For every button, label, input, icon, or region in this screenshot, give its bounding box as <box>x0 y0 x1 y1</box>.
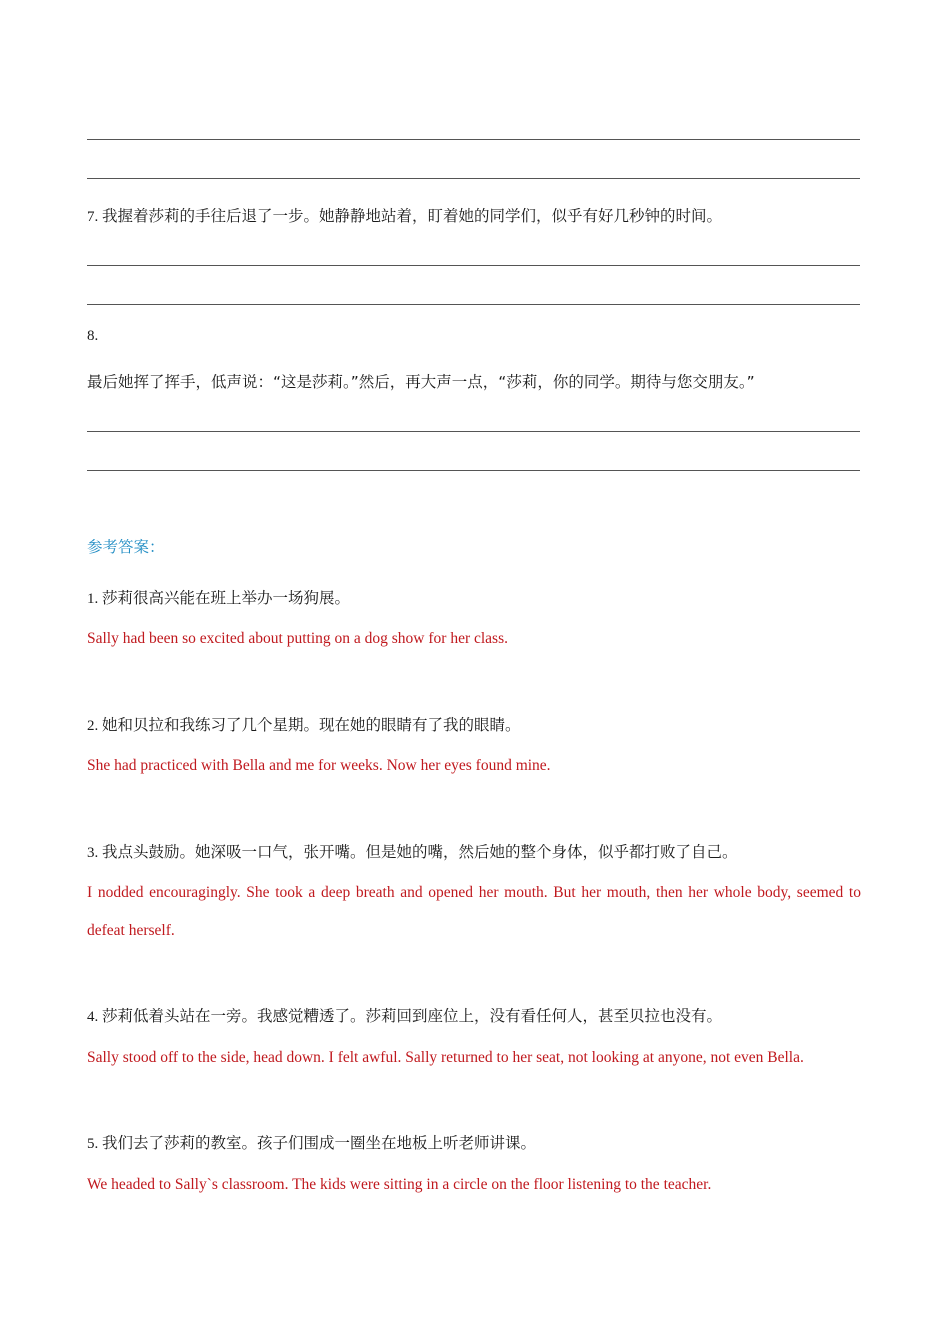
question-7 <box>87 205 722 228</box>
answer-number: 5. <box>87 1136 102 1152</box>
question-number: 8. <box>87 328 99 344</box>
answer-item-chinese <box>87 714 521 737</box>
answer-line <box>87 470 860 471</box>
answer-english-text: We headed to Sally`s classroom. The kids were sitting in a circle on the floor listening to the teacher. <box>87 1176 712 1193</box>
answer-line <box>87 178 860 179</box>
answer-chinese-text: 莎莉低着头站在一旁。我感觉糟透了。莎莉回到座位上，没有看任何人，甚至贝拉也没有。 <box>102 1007 723 1025</box>
answer-english-text: Sally had been so excited about putting on a dog show for her class. <box>87 630 508 647</box>
answer-number: 1. <box>87 591 102 607</box>
answers-heading: 参考答案： <box>87 538 165 556</box>
answer-item-chinese <box>87 1132 536 1155</box>
answer-english-text: I nodded encouragingly. She took a deep breath and opened her mouth. But her mouth, then her whole body, seemed to defeat herself. <box>87 884 861 939</box>
answer-chinese-text: 她和贝拉和我练习了几个星期。现在她的眼睛有了我的眼睛。 <box>102 716 521 734</box>
answer-line <box>87 265 860 266</box>
answer-chinese-text: 莎莉很高兴能在班上举办一场狗展。 <box>102 589 351 607</box>
answer-number: 2. <box>87 718 102 734</box>
question-number: 7. <box>87 209 102 225</box>
answer-line <box>87 304 860 305</box>
answer-line <box>87 431 860 432</box>
answer-english-text: She had practiced with Bella and me for weeks. Now her eyes found mine. <box>87 757 551 774</box>
answer-item-chinese <box>87 1005 722 1028</box>
question-text: 我握着莎莉的手往后退了一步。她静静地站着，盯着她的同学们，似乎有好几秒钟的时间。 <box>102 207 723 225</box>
answer-item-chinese <box>87 587 350 610</box>
answer-number: 3. <box>87 845 102 861</box>
answer-chinese-text: 我们去了莎莉的教室。孩子们围成一圈坐在地板上听老师讲课。 <box>102 1134 537 1152</box>
answer-english-text: Sally stood off to the side, head down. I felt awful. Sally returned to her seat, not looking at anyone, not even Bella. <box>87 1049 804 1066</box>
answer-number: 4. <box>87 1009 102 1025</box>
answer-line <box>87 139 860 140</box>
answer-chinese-text: 我点头鼓励。她深吸一口气，张开嘴。但是她的嘴，然后她的整个身体，似乎都打败了自己。 <box>102 843 738 861</box>
question-text: 最后她挥了挥手，低声说：“这是莎莉。”然后，再大声一点，“莎莉，你的同学。期待与您交朋友。” <box>87 373 755 391</box>
answer-item-chinese <box>87 841 738 864</box>
